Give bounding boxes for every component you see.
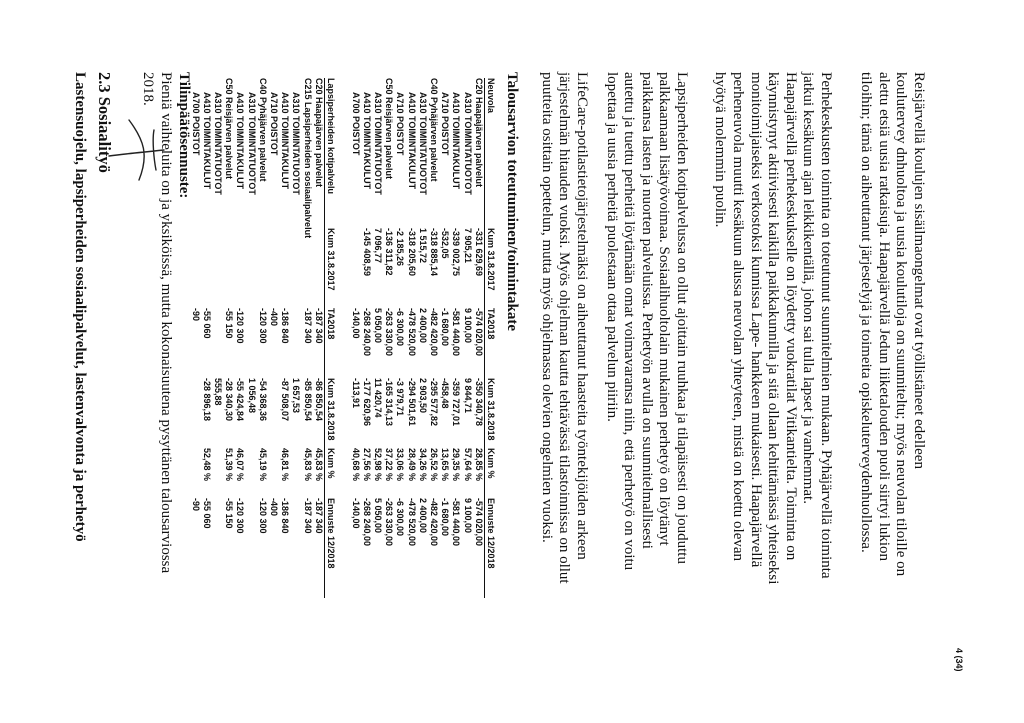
row-label: C20 Haapajärven palvelut (473, 78, 484, 188)
home-services-paragraph (602, 72, 690, 570)
cell-value: -140,00 (350, 498, 361, 529)
table-header-label: Lapsiperheiden kotipalvelu (326, 78, 336, 195)
row-label: A310 TOIMINTATUOTOT (417, 92, 428, 195)
cell-value: 45,19 % (257, 448, 268, 482)
text-line: autettu ja tuettu perheitä löytämään omat voimavaransa niin, että perhetyö on voitu (621, 72, 638, 571)
cell-value: 1 056,48 (246, 378, 257, 414)
text-line: Pieniä vaihteluita on ja yksiköissä, mutta kokonaisuutena pysyttänen talousarviossa (158, 72, 174, 574)
cell-value: -478 520,00 (406, 498, 417, 547)
cell-value: -400 (269, 308, 280, 327)
cell-value: -331 629,69 (473, 228, 484, 277)
table-row (301, 78, 312, 598)
table-row (212, 78, 223, 598)
row-label: C40 Pyhäjärven palvelut (257, 78, 268, 182)
cell-value: -581 440,00 (451, 308, 462, 357)
row-label: A410 TOIMINTAKULUT (201, 92, 212, 190)
cell-value: 7 096,77 (373, 228, 384, 264)
cell-value: 29,35 % (451, 448, 462, 482)
table-row (234, 78, 245, 598)
row-label: A410 TOIMINTAKULUT (280, 92, 291, 190)
cell-value: -574 020,00 (473, 498, 484, 547)
cell-value: -532,05 (440, 228, 451, 259)
table-row (473, 78, 484, 598)
cell-value: -339 002,75 (451, 228, 462, 277)
row-label: A310 TOIMINTATUOTOT (213, 92, 224, 195)
cell-value: -6 300,00 (395, 308, 406, 347)
cell-value: 46,07 % (235, 448, 246, 482)
cell-value: -120 300 (235, 498, 246, 534)
cell-value: -295 577,82 (429, 378, 440, 427)
cell-value: 1 515,72 (417, 228, 428, 264)
cell-value: 51,39 % (224, 448, 235, 482)
cell-value: 9 100,00 (462, 498, 473, 534)
text-line: paikkansa lasten ja nuorten palveluissa. Perhetyön avulla on suunnitelmallisesti (638, 72, 655, 549)
cell-value: 46,81 % (280, 448, 291, 482)
cell-value: 45,83 % (313, 448, 324, 482)
cell-value: -186 840 (280, 308, 291, 344)
text-line: palkkaamaan lisätyövoimaa. Sosiaalihuoltolain mukainen perhetyö on löytänyt (656, 72, 673, 546)
cell-value: -120 300 (257, 498, 268, 534)
cell-value: -120 300 (257, 308, 268, 344)
cell-value: -55 424,84 (235, 378, 246, 422)
cell-value: 45,83 % (302, 448, 313, 482)
row-label: A700 POISTOT (350, 92, 361, 156)
cell-value: -165 314,13 (384, 378, 395, 427)
table-row (223, 78, 234, 598)
cell-value: -3 979,71 (395, 378, 406, 417)
forecast-heading: Tilinpäätösennuste: (176, 72, 192, 199)
handwritten-signature (104, 110, 184, 200)
cell-value: -478 520,00 (406, 308, 417, 357)
table-row (361, 78, 372, 598)
table-row (268, 78, 279, 598)
cell-value: 2 903,50 (417, 378, 428, 414)
text-line: lopettaa ja uusia perheitä puolestaan ottaa palvelun piiriin. (603, 72, 620, 422)
text-line: Perhekeskusten toiminta on toteutunut suunnitelmien mukaan. Pyhäjärvellä toiminta (818, 72, 834, 579)
table-header (484, 78, 496, 598)
column-header: Kum 31.8.2017 (326, 228, 336, 291)
row-label: A710 POISTOT (440, 92, 451, 156)
intro-paragraph (857, 72, 927, 576)
cell-value: -400 (269, 498, 280, 517)
row-label: A310 TOIMINTATUOTOT (373, 92, 384, 195)
cell-value: -55 150 (224, 498, 235, 529)
cell-value: -85 850,54 (302, 378, 313, 422)
text-line: alettu etsiä uusia ratkaisuja. Haapajärvellä Jedun liiketalouden puoli siirtyi lukion (875, 72, 892, 562)
column-header: TA2018 (486, 308, 496, 340)
cell-value: 2 400,00 (417, 308, 428, 344)
cell-value: 28,49 % (406, 448, 417, 482)
cell-value: -55 150 (224, 308, 235, 339)
row-label: C20 Haapajärven palvelut (313, 78, 324, 188)
text-line: Lapsiperheiden kotipalvelussa on ollut ajoittain ruuhkaa ja tilapäisesti on jouduttu (674, 72, 690, 564)
cell-value: -55 060 (201, 308, 212, 339)
lifecare-paragraph (537, 72, 590, 584)
cell-value: 37,22 % (384, 448, 395, 482)
row-label: C50 Reisjärven palvelut (384, 78, 395, 180)
cell-value: -482 420,00 (429, 498, 440, 547)
cell-value: 40,68 % (350, 448, 361, 482)
cell-value: -87 508,07 (280, 378, 291, 422)
text-line: Haapajärvellä perhekeskukselle on löydetty vuokratilat Vitikantielta. Toiminta on (782, 72, 799, 561)
cell-value: 5 050,00 (373, 308, 384, 344)
cell-value: -263 330,00 (384, 308, 395, 357)
cell-value: 9 844,71 (462, 378, 473, 414)
row-label: C215 Lapsiperheiden sosiaalipalvelut (302, 78, 313, 239)
table-row (290, 78, 301, 598)
row-label: A410 TOIMINTAKULUT (361, 92, 372, 190)
cell-value: -140,00 (350, 308, 361, 339)
cell-value: -90 (190, 308, 201, 322)
cell-value: -458,48 (440, 378, 451, 409)
text-line: Reisjärvellä koulujen sisäilmaongelmat ovat työllistäneet edelleen (911, 72, 927, 469)
cell-value: -55 060 (201, 498, 212, 529)
cell-value: 1 657,53 (291, 378, 302, 414)
cell-value: -90 (190, 498, 201, 512)
cell-value: -187 340 (302, 498, 313, 534)
cell-value: 52,48 % (201, 448, 212, 482)
cell-value: -268 240,00 (361, 308, 372, 357)
cell-value: -318 205,60 (406, 228, 417, 277)
column-header: Ennuste 12/2018 (326, 498, 336, 569)
section-heading: 2.3 Sosiaalityö (95, 72, 114, 173)
row-label: A410 TOIMINTAKULUT (451, 92, 462, 190)
cell-value: 52,98 % (373, 448, 384, 482)
row-label: A310 TOIMINTATUOTOT (291, 92, 302, 195)
cell-value: -2 185,26 (395, 228, 406, 267)
table-row (257, 78, 268, 598)
text-line: perheneuvola muutti kesäkuun alussa neuvolan yhteyteen, mistä on koettu olevan (730, 72, 747, 562)
table-row (383, 78, 394, 598)
text-line: jatkui kesäkuun ajan leikkikentällä, johon sai tulla lapset ja vanhemmat. (800, 72, 817, 504)
text-line: hyötyä molemmin puolin. (712, 72, 729, 228)
column-header: Kum 31.8.2018 (486, 378, 496, 441)
page-number: 4 (34) (954, 648, 964, 672)
table-row (450, 78, 461, 598)
cell-value: -574 020,00 (473, 308, 484, 357)
cell-value: -6 300,00 (395, 498, 406, 537)
cell-value: -268 240,00 (361, 498, 372, 547)
cell-value: 26,52 % (429, 448, 440, 482)
column-header: Kum % (326, 448, 336, 479)
row-label: A710 POISTOT (269, 92, 280, 156)
cell-value: -186 840 (280, 498, 291, 534)
column-header: Kum 31.8.2017 (486, 228, 496, 291)
cell-value: 34,26 % (417, 448, 428, 482)
cell-value: -187 340 (313, 498, 324, 534)
table-row (461, 78, 472, 598)
text-line: järjestelmän hitauden vuoksi. Myös ohjelman kautta tehtävässä tilastoinnissa on ollut (556, 72, 573, 584)
column-header: TA2018 (326, 308, 336, 340)
cell-value: 33,06 % (395, 448, 406, 482)
cell-value: 9 100,00 (462, 308, 473, 344)
text-line: käynnistynyt aktiivisesti kaikilla paikkakunnilla ja sitä ollaan kehittämässä yhteiseksi (765, 72, 782, 585)
family-centre-paragraph (711, 72, 834, 584)
table-header (324, 78, 336, 598)
cell-value: 57,64 % (462, 448, 473, 482)
cell-value: 555,88 (213, 378, 224, 406)
text-line: tiloihin; tämä on aiheuttanut järjestelyjä ja toimeita opiskeluterveydenhuollossa. (858, 72, 875, 553)
cell-value: 5 050,00 (373, 498, 384, 534)
section-subheading: Lastensuojelu, lapsiperheiden sosiaalipalvelut, lastenvalvonta ja perhetyö (72, 72, 88, 542)
cell-value: 28,85 % (473, 448, 484, 482)
table-row (406, 78, 417, 598)
cell-value: -54 368,36 (257, 378, 268, 422)
cell-value: 7 905,21 (462, 228, 473, 264)
cell-value: -263 330,00 (384, 498, 395, 547)
cell-value: -359 727,01 (451, 378, 462, 427)
row-label: C50 Reisjärven palvelut (224, 78, 235, 180)
cell-value: 13,65 % (440, 448, 451, 482)
cell-value: -28 340,30 (224, 378, 235, 422)
table-row (279, 78, 290, 598)
cell-value: -120 300 (235, 308, 246, 344)
cell-value: -187 340 (302, 308, 313, 344)
table-row (201, 78, 212, 598)
table-row (439, 78, 450, 598)
row-label: C40 Pyhäjärven palvelut (429, 78, 440, 182)
table-row (417, 78, 428, 598)
row-label: A310 TOIMINTATUOTOT (246, 92, 257, 195)
cell-value: -1 680,00 (440, 308, 451, 347)
row-label: A410 TOIMINTAKULUT (235, 92, 246, 190)
table-row (246, 78, 257, 598)
cell-value: -136 311,82 (384, 228, 395, 276)
column-header: Kum 31.8.2018 (326, 378, 336, 441)
cell-value: -177 620,96 (361, 378, 372, 427)
cell-value: 27,56 % (361, 448, 372, 482)
cell-value: -86 850,54 (313, 378, 324, 422)
column-header: Kum % (486, 448, 496, 479)
text-line: koulutervey dnhuoltoa ja uusia koulutiloja on suunniteltu; myös neuvolan tiloille on (893, 72, 910, 577)
text-line: puutteita osittain opettelun, mutta myös ohjelmassa olevien ongelmien vuoksi. (538, 72, 555, 543)
cell-value: -318 885,14 (429, 228, 440, 277)
table-row (313, 78, 324, 598)
cell-value: -145 408,59 (361, 228, 372, 277)
column-header: Ennuste 12/2018 (486, 498, 496, 569)
budget-heading: Talousarvion toteutuminen/toimintakate (504, 72, 520, 332)
cell-value: -1 680,00 (440, 498, 451, 537)
table-header-label: Neuvola (486, 78, 496, 114)
cell-value: -187 340 (313, 308, 324, 344)
row-label: A410 TOIMINTAKULUT (406, 92, 417, 190)
cell-value: 11 420,74 (373, 378, 384, 418)
text-line: LifeCare-potilastietojärjestelmäksi on aiheuttanut haasteita työntekijöiden arkeen (574, 72, 590, 560)
table-row (394, 78, 405, 598)
row-label: A710 POISTOT (395, 92, 406, 156)
row-label: A700 POISTOT (190, 92, 201, 156)
cell-value: -482 420,00 (429, 308, 440, 357)
table-row (350, 78, 361, 598)
text-line: monitoimijaiseksi verkostoksi kunnissa Lape- hankkeen mukaisesti. Haapajärvellä (747, 72, 764, 568)
cell-value: -581 440,00 (451, 498, 462, 547)
cell-value: -113,91 (350, 378, 361, 409)
cell-value: -294 501,61 (406, 378, 417, 427)
budget-table-kotipalvelu (190, 78, 336, 598)
row-label: A310 TOIMINTATUOTOT (462, 92, 473, 195)
cell-value: 2 400,00 (417, 498, 428, 534)
table-row (428, 78, 439, 598)
cell-value: -350 340,78 (473, 378, 484, 427)
cell-value: -28 896,18 (201, 378, 212, 422)
budget-table-neuvola (350, 78, 496, 598)
table-row (372, 78, 383, 598)
text-line: 2018. (140, 72, 157, 106)
